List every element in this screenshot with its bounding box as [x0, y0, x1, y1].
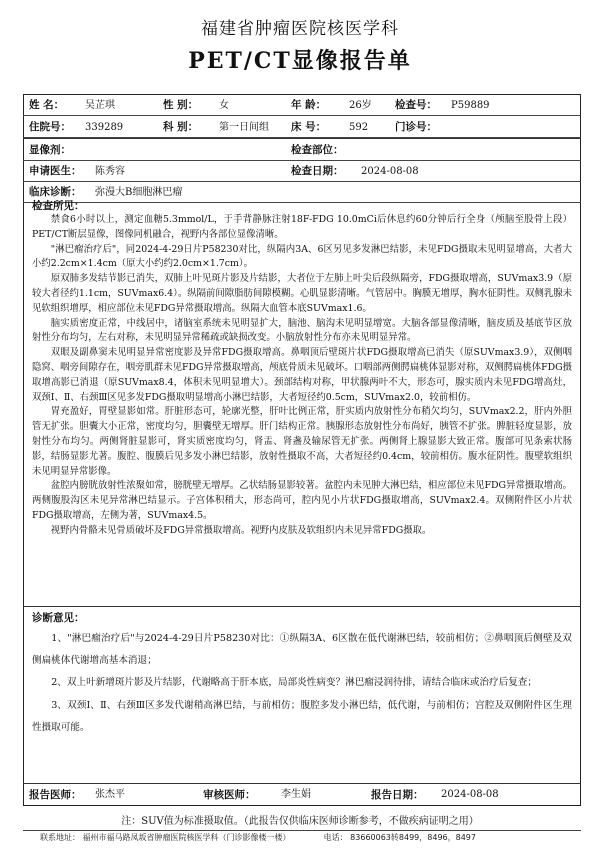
agent-label: 显像剂： — [29, 144, 71, 156]
clinical-diagnosis: 弥漫大B细胞淋巴瘤 — [95, 187, 183, 198]
findings-paragraph: 双眼及副鼻窦未见明显异常密度影及异常FDG摄取增高。鼻咽顶后壁斑片状FDG摄取增高已消失（原SUVmax3.9），双侧咽隐窝、咽旁间隙存在，咽旁肌群未见FDG异常摄取增高，颅底骨质未见破坏。口咽部两侧腭扁桃体显影对称，双侧腭扁桃体FDG摄取增高影已消退（原SUVmax8.4，体积未见明显增大）。颈部结构对称，甲状腺两叶不大，形态可，腺实质内未见FDG增高灶，双颈Ⅰ、Ⅱ、右颈Ⅲ区见多发FDG摄取明显增高小淋巴结影，大者短径约0.5cm，SUVmax2.0，较前相仿。 — [32, 347, 572, 403]
diagnosis-item: 1、"淋巴瘤治疗后"与2024-4-29日片P58230对比：①纵隔3A、6区散在低代谢淋巴结，较前相仿；②鼻咽顶后侧壁及双侧扁桃体代谢增高基本消退； — [32, 633, 572, 667]
patient-name: 吴芷琪 — [85, 100, 115, 111]
diagnosis-title: 诊断意见： — [32, 612, 85, 624]
findings-paragraph: 盆腔内膀胱放射性浓聚如常，膀胱壁无增厚。乙状结肠显影较著。盆腔内未见肿大淋巴结，相应部位未见FDG异常摄取增高。两侧腹股沟区未见异常淋巴结显示。子宫体积稍大，形态尚可，腔内见小片状FDG摄取增高，SUVmax2.4。双侧附件区小片状FDG摄取增高，左侧为著，SUVmax4.5。 — [32, 480, 572, 521]
divider — [23, 138, 581, 139]
ward: 第一日间组 — [219, 122, 269, 133]
exam-date-label: 检查日期： — [291, 165, 344, 177]
age-label: 年 龄： — [291, 99, 327, 111]
patient-age: 26岁 — [349, 100, 372, 111]
outpatient-label: 门诊号： — [395, 121, 437, 133]
diagnosis-item: 2、双上叶新增斑片影及片结影，代谢略高于肝本底，局部炎性病变？淋巴瘤浸润待排，请结合临床或治疗后复查； — [51, 677, 537, 689]
patient-row-5 — [23, 182, 581, 203]
exam-no-label: 检查号： — [395, 99, 437, 111]
signature-row — [23, 784, 581, 806]
diagnosis-item: 3、双颈Ⅰ、Ⅱ、右颈Ⅲ区多发代谢稍高淋巴结，与前相仿；腹腔多发小淋巴结，低代谢，与前相仿；宫腔及双侧附件区生理性摄取可能。 — [32, 699, 572, 733]
patient-row-1 — [23, 95, 581, 116]
findings-paragraph: 视野内骨骼未见骨质破坏及FDG异常摄取增高。视野内皮肤及软组织内未见异常FDG摄取。 — [50, 524, 432, 536]
patient-sex: 女 — [219, 100, 229, 111]
report-date: 2024-08-08 — [441, 789, 499, 800]
ward-label: 科 别： — [163, 121, 199, 133]
patient-row-3 — [23, 140, 581, 161]
findings-paragraph: "淋巴瘤治疗后"，同2024-4-29日片P58230对比，纵隔内3A、6区另见多发淋巴结影，未见FDG摄取未见明显增高，大者大小约2.2cm×1.4cm（原大小约约2.0cm×1.7cm）。 — [32, 243, 572, 270]
exam-site-label: 检查部位： — [291, 144, 344, 156]
bed-no: 592 — [349, 122, 369, 133]
hospital-name: 福建省肿瘤医院核医学科 — [201, 19, 399, 39]
inpatient-no: 339289 — [85, 122, 124, 133]
findings-paragraph: 原双肺多发结节影已消失，双肺上叶见斑片影及片结影，大者位于左肺上叶尖后段纵隔旁，FDG摄取增高，SUVmax3.9（原较大者径约1.1cm，SUVmax6.4）。纵隔前间隙脂肪间隙模糊。心肌显影清晰。气管居中。胸膜无增厚，胸水征阴性。双侧乳腺未见软组织增厚，相应部位未见FDG异常摄取增高。纵隔大血管本底SUVmax1.6。 — [32, 273, 572, 314]
suv-note: 注：SUV值为标准摄取值。（此报告仅供临床医师诊断参考，不做疾病证明之用） — [121, 816, 479, 827]
exam-no: P59889 — [451, 100, 490, 111]
doctor-label: 申请医生： — [29, 165, 82, 177]
inpatient-label: 住院号： — [29, 121, 71, 133]
findings-paragraph: 脑实质密度正常，中线居中，诸脑室系统未见明显扩大，脑池、脑沟未见明显增宽。大脑各部显像清晰，脑皮质及基底节区放射性分布均匀，左右对称，未见明显异常稀疏或缺损改变。小脑放射性分布亦未见明显异常。 — [32, 317, 572, 344]
contact-info — [40, 832, 580, 843]
findings-paragraph: 禁食6小时以上，测定血糖5.3mmol/L，于手背静脉注射18F-FDG 10.0mCi后休息约60分钟后行全身（颅脑至股骨上段）PET/CT断层显像，图像同机融合，视野内各部位显像清晰。 — [32, 214, 572, 240]
requesting-doctor: 陈秀容 — [95, 166, 125, 177]
diagnosis-body — [32, 628, 572, 739]
report-doctor: 张杰平 — [95, 789, 125, 800]
report-date-label: 报告日期： — [371, 789, 424, 801]
bed-label: 床 号： — [291, 121, 327, 133]
sex-label: 性 别： — [163, 99, 199, 111]
patient-row-4 — [23, 161, 581, 182]
name-label: 姓 名： — [29, 99, 65, 111]
review-doctor: 李生娟 — [281, 789, 311, 800]
findings-body — [32, 213, 572, 539]
report-title: PET/CT显像报告单 — [188, 48, 412, 74]
review-doctor-label: 审核医师： — [203, 789, 256, 801]
findings-paragraph: 胃充盈好，胃壁显影如常。肝脏形态可，轮廓光整，肝叶比例正常，肝实质内放射性分布稍欠均匀，SUVmax2.2，肝内外胆管无扩张。胆囊大小正常，密度均匀，胆囊壁无增厚。肝门结构正常。胰腺形态放射性分布尚好，胰管不扩张。脾脏轻度显影，放射性分布均匀。两侧肾脏显影可，肾实质密度均匀，肾盂、肾盏及输尿管无扩张。两侧肾上腺显影大致正常。腹部可见条索状肠影，结肠显影尤著。腹腔、腹膜后见多发小淋巴结影，放射性摄取不高，大者短径约0.4cm，较前相仿。腹水征阴性。腹壁软组织未见明显异常影像。 — [32, 406, 572, 477]
phone: 电话： 83660063转8499，8496，8497 — [323, 833, 476, 842]
divider — [23, 830, 581, 831]
divider — [23, 606, 581, 607]
findings-title: 检查所见： — [32, 200, 85, 212]
exam-date: 2024-08-08 — [361, 166, 419, 177]
clinical-dx-label: 临床诊断： — [29, 186, 82, 198]
report-doctor-label: 报告医师： — [29, 789, 82, 801]
patient-row-2 — [23, 117, 581, 138]
address: 联系地址： 福州市福马路凤坂省肿瘤医院核医学科（门诊影像楼一楼） — [40, 833, 291, 842]
